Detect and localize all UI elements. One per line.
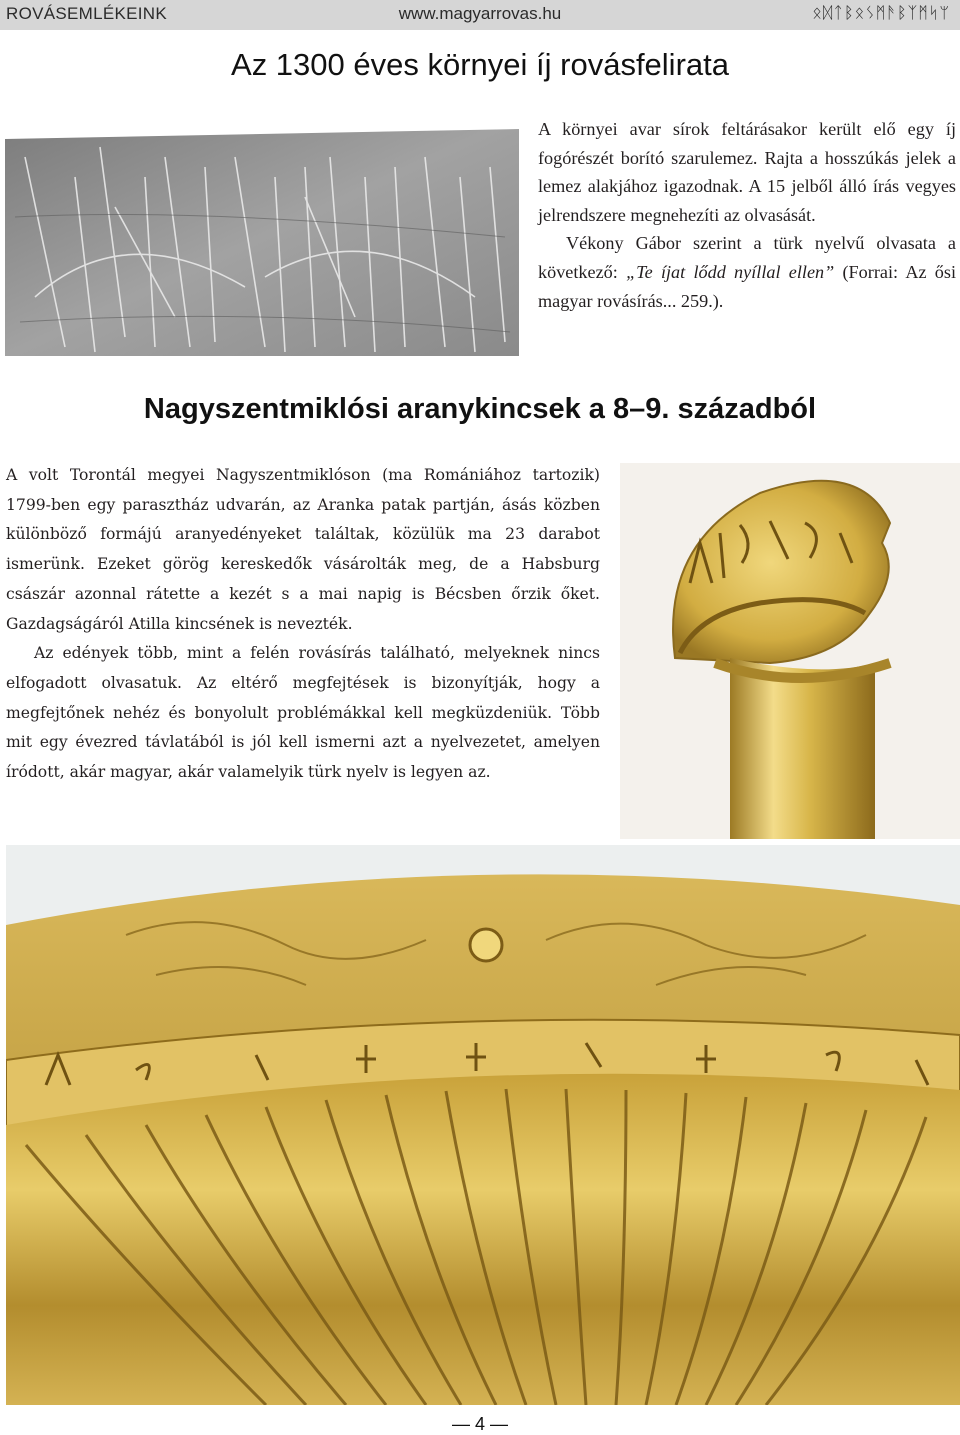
header-website[interactable]: www.magyarrovas.hu bbox=[398, 4, 562, 23]
page-number: — 4 — bbox=[451, 1414, 508, 1434]
golden-bowl-photo bbox=[6, 845, 960, 1405]
page-header bbox=[0, 0, 960, 30]
header-rune-text: ᛟᛞᛏᛒᛟᛊᛗᚫᛒᛉᛗᛋᛘ bbox=[812, 3, 950, 22]
article-title: Az 1300 éves környei íj rovásfelirata bbox=[231, 47, 729, 82]
golden-goblet-photo bbox=[620, 463, 960, 839]
bow-plate-photo bbox=[5, 117, 519, 356]
treasure-description bbox=[6, 461, 600, 788]
reading-source: (Forrai: Az ősi magyar rovásírás... 259.). bbox=[538, 261, 957, 311]
section-subtitle: Nagyszentmiklósi aranykincsek a 8–9. századból bbox=[143, 393, 817, 425]
reading-quote: „Te íjat lődd nyíllal ellen” bbox=[626, 261, 835, 282]
bow-plate-paragraph-1: A környei avar sírok feltárásakor került elő egy íj fogórészét borító szarulemez. Rajta a hosszúkás jelek a lemez alakjához igazodnak. A 15 jelből álló írás vegyes jelrendszere megnehezíti az olvasását. bbox=[538, 119, 956, 225]
treasure-paragraph-2: Az edények több, mint a felén rovásírás található, melyeknek nincs elfogadott olvasatuk. Az eltérő megfejtések is bizonyítják, hogy a megfejtőnek nehéz és bonyolult problémákkal kell megküzdeniük. Több mit egy évezred távlatából is jól kell ismerni azt a nyelvezetet, amelyen íródott, akár magyar, akár valamelyik türk nyelv is legyen az. bbox=[6, 644, 600, 782]
golden-bowl-illustration bbox=[6, 845, 960, 1405]
golden-goblet-illustration bbox=[620, 463, 960, 839]
bow-plate-paragraph-2 bbox=[538, 229, 956, 315]
bow-plate-description bbox=[538, 115, 956, 315]
bow-plate-engraving bbox=[5, 117, 519, 356]
reading-intro: Vékony Gábor szerint a türk nyelvű olvasata a következő: bbox=[538, 233, 956, 282]
treasure-paragraph-1: A volt Torontál megyei Nagyszentmiklóson (ma Romániához tartozik) 1799-ben egy parasztház udvarán, az Aranka patak partján, ásás közben különböző formájú aranyedényeket találtak, közülük ma 23 darabot ismerünk. Ezeket görög kereskedők vásárolták meg, de a Habsburg császár azonnal rátette a kezét s a mai napig is Bécsben őrzik őket. Gazdagságáról Atilla kincsének is nevezték. bbox=[6, 466, 600, 633]
header-series-title: ROVÁSEMLÉKEINK bbox=[6, 4, 168, 23]
